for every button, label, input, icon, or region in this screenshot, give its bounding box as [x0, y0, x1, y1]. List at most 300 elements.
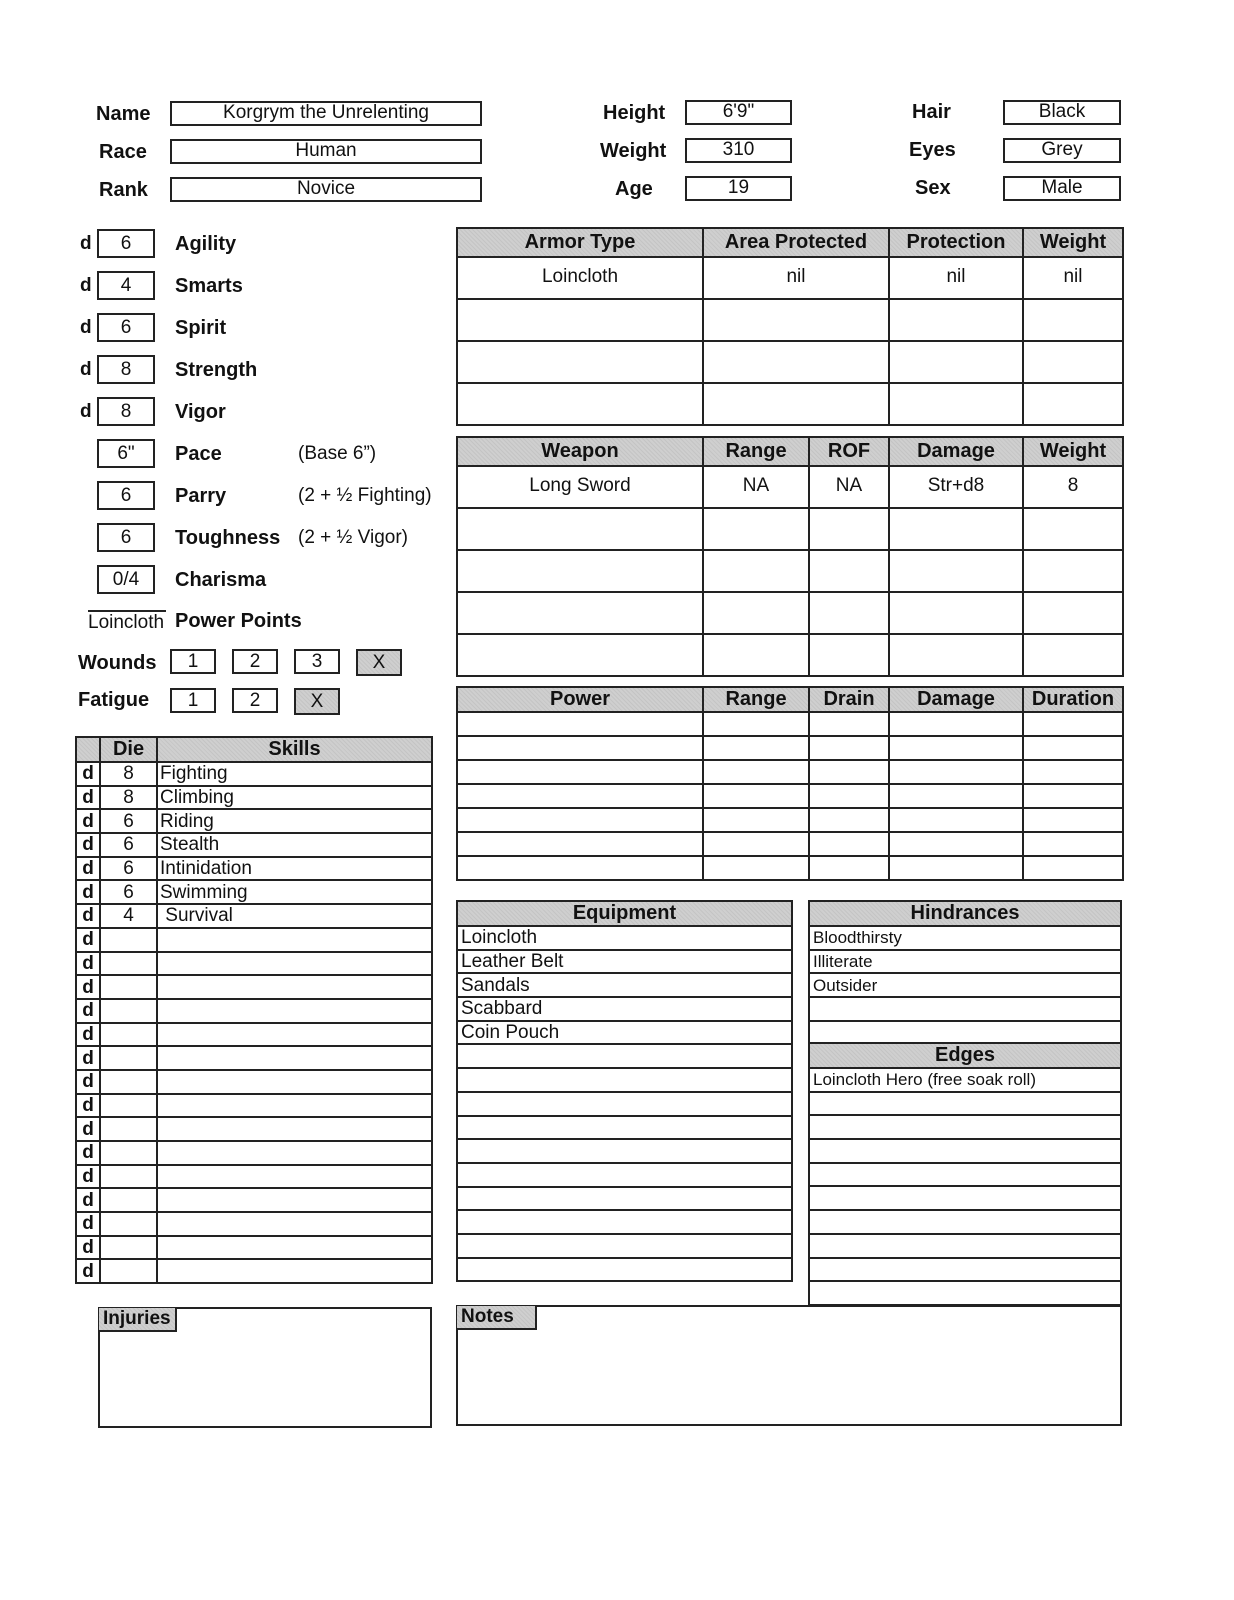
powers-cell[interactable]	[457, 808, 703, 832]
wounds-label: Wounds	[78, 652, 157, 674]
armor-cell[interactable]	[457, 299, 703, 341]
sex-field[interactable]: Male	[1003, 176, 1121, 201]
equipment-item[interactable]	[457, 1092, 792, 1116]
wounds-box[interactable]: 1	[170, 649, 216, 674]
weapons-header: Range	[703, 437, 809, 466]
skill-die[interactable]	[100, 1188, 157, 1212]
equipment-item[interactable]: Loincloth	[457, 926, 792, 950]
skill-die-prefix: d	[76, 1165, 100, 1189]
list-item	[809, 1258, 1121, 1282]
hindrances-item[interactable]	[809, 997, 1121, 1021]
powers-cell[interactable]	[703, 784, 809, 808]
skill-name[interactable]: Riding	[157, 809, 432, 833]
weapons-cell[interactable]: 8	[1023, 466, 1123, 508]
table-row	[76, 880, 432, 904]
list-item	[457, 1092, 792, 1116]
equipment-item[interactable]	[457, 1234, 792, 1258]
weapons-cell[interactable]	[809, 550, 889, 592]
list-item	[457, 1234, 792, 1258]
list-item	[457, 1116, 792, 1140]
derived-note: (Base 6”)	[298, 443, 377, 464]
attribute-label: Spirit	[175, 317, 227, 339]
powers-cell[interactable]	[809, 856, 889, 880]
table-row	[76, 833, 432, 857]
powers-cell[interactable]	[457, 832, 703, 856]
weapons-header: Damage	[889, 437, 1023, 466]
equipment-item[interactable]: Sandals	[457, 973, 792, 997]
skill-die[interactable]: 6	[100, 833, 157, 857]
powers-cell[interactable]	[457, 736, 703, 760]
hindrances-item[interactable]	[809, 1021, 1121, 1045]
skill-die[interactable]: 4	[100, 904, 157, 928]
attribute-value[interactable]: 8	[97, 397, 155, 426]
skill-die-prefix: d	[76, 1236, 100, 1260]
powers-cell[interactable]	[889, 808, 1023, 832]
powers-cell[interactable]	[1023, 832, 1123, 856]
skill-name[interactable]	[157, 1165, 432, 1189]
injuries-box[interactable]	[98, 1307, 432, 1428]
powers-cell[interactable]	[703, 760, 809, 784]
skill-die-prefix: d	[76, 1046, 100, 1070]
height-label: Height	[603, 102, 666, 124]
armor-cell[interactable]	[889, 341, 1023, 383]
hindrances-header: Hindrances	[809, 901, 1121, 926]
powers-cell[interactable]	[703, 736, 809, 760]
rank-label: Rank	[99, 179, 148, 201]
attribute-die-prefix: d	[80, 359, 92, 380]
rank-field[interactable]: Novice	[170, 177, 482, 202]
equipment-item[interactable]: Leather Belt	[457, 950, 792, 974]
sex-label: Sex	[915, 177, 951, 199]
skill-name[interactable]	[157, 1141, 432, 1165]
power-table	[456, 686, 1124, 881]
derived-value[interactable]: 6	[97, 523, 155, 552]
powers-cell[interactable]	[1023, 712, 1123, 736]
list-item	[457, 997, 792, 1021]
list-item	[809, 1021, 1121, 1045]
powers-cell[interactable]	[703, 712, 809, 736]
powers-cell[interactable]	[889, 856, 1023, 880]
skill-die[interactable]: 8	[100, 762, 157, 786]
skill-die[interactable]	[100, 1117, 157, 1141]
skill-die[interactable]	[100, 1212, 157, 1236]
skill-name[interactable]	[157, 1117, 432, 1141]
fatigue-box[interactable]: 1	[170, 688, 216, 713]
skill-name[interactable]	[157, 1236, 432, 1260]
skill-name[interactable]: Swimming	[157, 880, 432, 904]
table-row	[76, 1212, 432, 1236]
skill-die-prefix: d	[76, 809, 100, 833]
equipment-item[interactable]	[457, 1116, 792, 1140]
powers-cell[interactable]	[457, 784, 703, 808]
powers-cell[interactable]	[703, 808, 809, 832]
skill-name[interactable]	[157, 1188, 432, 1212]
edges-item[interactable]	[809, 1234, 1121, 1258]
weight-field[interactable]: 310	[685, 138, 792, 163]
skill-die[interactable]	[100, 1046, 157, 1070]
attribute-die-prefix: d	[80, 233, 92, 254]
armor-cell[interactable]	[1023, 299, 1123, 341]
powers-cell[interactable]	[457, 856, 703, 880]
armor-cell[interactable]: nil	[1023, 257, 1123, 299]
equipment-item[interactable]	[457, 1187, 792, 1211]
skill-die-prefix: d	[76, 762, 100, 786]
hindrances-table	[808, 900, 1122, 1045]
weapons-cell[interactable]	[889, 508, 1023, 550]
attribute-value[interactable]: 4	[97, 271, 155, 300]
name-field[interactable]: Korgrym the Unrelenting	[170, 101, 482, 126]
edges-item[interactable]	[809, 1163, 1121, 1187]
table-row	[76, 1046, 432, 1070]
skill-name[interactable]	[157, 975, 432, 999]
table-row	[76, 904, 432, 928]
weapons-cell[interactable]	[457, 634, 703, 676]
list-item	[809, 1281, 1121, 1305]
table-row	[457, 257, 1123, 299]
edges-item[interactable]: Loincloth Hero (free soak roll)	[809, 1068, 1121, 1092]
list-item	[809, 973, 1121, 997]
skill-die-prefix: d	[76, 928, 100, 952]
armor-cell[interactable]	[457, 341, 703, 383]
table-row	[457, 808, 1123, 832]
edges-item[interactable]	[809, 1186, 1121, 1210]
skill-die-prefix: d	[76, 1023, 100, 1047]
skill-name[interactable]	[157, 1070, 432, 1094]
table-row	[76, 1165, 432, 1189]
fatigue-box[interactable]: X	[294, 688, 340, 715]
weapons-cell[interactable]	[1023, 508, 1123, 550]
weapons-cell[interactable]	[1023, 634, 1123, 676]
weight-label: Weight	[600, 140, 667, 162]
skill-die[interactable]	[100, 1236, 157, 1260]
table-row	[76, 857, 432, 881]
list-item	[457, 1021, 792, 1045]
powers-header: Range	[703, 687, 809, 712]
derived-label: Parry	[175, 485, 227, 507]
skill-name[interactable]: Fighting	[157, 762, 432, 786]
table-row	[457, 550, 1123, 592]
attribute-value[interactable]: 6	[97, 313, 155, 342]
hindrances-item[interactable]: Outsider	[809, 973, 1121, 997]
list-item	[809, 1068, 1121, 1092]
powers-cell[interactable]	[809, 808, 889, 832]
hindrances-item[interactable]: Illiterate	[809, 950, 1121, 974]
edges-item[interactable]	[809, 1281, 1121, 1305]
weapons-cell[interactable]	[809, 592, 889, 634]
power-points-value[interactable]: Loincloth	[88, 612, 165, 633]
table-row	[457, 856, 1123, 880]
skill-name[interactable]	[157, 1094, 432, 1118]
weapon-table	[456, 436, 1124, 677]
equipment-item[interactable]	[457, 1068, 792, 1092]
list-item	[809, 1115, 1121, 1139]
equipment-item[interactable]	[457, 1139, 792, 1163]
list-item	[457, 1258, 792, 1282]
powers-cell[interactable]	[457, 760, 703, 784]
derived-note: (2 + ½ Fighting)	[298, 485, 432, 506]
skill-die-prefix: d	[76, 999, 100, 1023]
equipment-table	[456, 900, 793, 1282]
hindrances-item[interactable]: Bloodthirsty	[809, 926, 1121, 950]
list-item	[809, 1139, 1121, 1163]
weapons-cell[interactable]	[703, 550, 809, 592]
skill-name[interactable]: Stealth	[157, 833, 432, 857]
weapons-cell[interactable]	[457, 508, 703, 550]
powers-cell[interactable]	[457, 712, 703, 736]
edges-item[interactable]	[809, 1210, 1121, 1234]
list-item	[457, 1068, 792, 1092]
table-row	[76, 1141, 432, 1165]
weapons-cell[interactable]	[889, 550, 1023, 592]
edges-item[interactable]	[809, 1258, 1121, 1282]
equipment-item[interactable]	[457, 1044, 792, 1068]
table-row	[457, 736, 1123, 760]
table-row	[76, 1117, 432, 1141]
armor-cell[interactable]: nil	[889, 257, 1023, 299]
injuries-label: Injuries	[99, 1308, 177, 1332]
weapons-cell[interactable]: NA	[809, 466, 889, 508]
armor-cell[interactable]: nil	[703, 257, 889, 299]
equipment-item[interactable]	[457, 1210, 792, 1234]
skills-header: Skills	[157, 737, 432, 762]
eyes-field[interactable]: Grey	[1003, 138, 1121, 163]
powers-cell[interactable]	[1023, 760, 1123, 784]
table-row	[457, 760, 1123, 784]
notes-box[interactable]	[456, 1305, 1122, 1426]
weapons-cell[interactable]	[889, 634, 1023, 676]
derived-label: Pace	[175, 443, 222, 465]
skill-die[interactable]	[100, 1070, 157, 1094]
weapons-cell[interactable]	[1023, 550, 1123, 592]
skill-die[interactable]: 6	[100, 809, 157, 833]
skill-die-prefix: d	[76, 1141, 100, 1165]
armor-cell[interactable]	[1023, 383, 1123, 425]
skill-die[interactable]	[100, 999, 157, 1023]
powers-cell[interactable]	[809, 712, 889, 736]
table-row	[76, 999, 432, 1023]
edges-item[interactable]	[809, 1092, 1121, 1116]
skill-name[interactable]	[157, 1259, 432, 1283]
edges-item[interactable]	[809, 1139, 1121, 1163]
powers-cell[interactable]	[889, 832, 1023, 856]
powers-cell[interactable]	[1023, 784, 1123, 808]
powers-header: Power	[457, 687, 703, 712]
attribute-label: Smarts	[175, 275, 243, 297]
skill-die[interactable]: 6	[100, 880, 157, 904]
weapons-header: Weight	[1023, 437, 1123, 466]
powers-cell[interactable]	[1023, 856, 1123, 880]
weapons-cell[interactable]	[457, 550, 703, 592]
skill-die[interactable]	[100, 975, 157, 999]
attribute-label: Vigor	[175, 401, 226, 423]
wounds-box[interactable]: 2	[232, 649, 278, 674]
powers-cell[interactable]	[1023, 736, 1123, 760]
skill-die[interactable]	[100, 1165, 157, 1189]
list-item	[809, 926, 1121, 950]
weapons-cell[interactable]	[703, 508, 809, 550]
weapons-cell[interactable]: Long Sword	[457, 466, 703, 508]
derived-value[interactable]: 6	[97, 481, 155, 510]
hair-label: Hair	[912, 101, 951, 123]
skill-die-prefix: d	[76, 1070, 100, 1094]
list-item	[809, 950, 1121, 974]
age-label: Age	[615, 178, 653, 200]
table-row	[76, 762, 432, 786]
equipment-item[interactable]	[457, 1258, 792, 1282]
equipment-item[interactable]: Coin Pouch	[457, 1021, 792, 1045]
armor-cell[interactable]	[703, 341, 889, 383]
skill-die[interactable]	[100, 1141, 157, 1165]
armor-header: Protection	[889, 228, 1023, 257]
power-points-label: Power Points	[175, 610, 302, 632]
skill-name[interactable]	[157, 999, 432, 1023]
attribute-die-prefix: d	[80, 317, 92, 338]
skill-die[interactable]	[100, 1023, 157, 1047]
table-row	[457, 592, 1123, 634]
table-row	[76, 1236, 432, 1260]
powers-cell[interactable]	[809, 832, 889, 856]
wounds-box[interactable]: 3	[294, 649, 340, 674]
powers-header: Damage	[889, 687, 1023, 712]
powers-cell[interactable]	[889, 760, 1023, 784]
powers-cell[interactable]	[889, 784, 1023, 808]
notes-label: Notes	[457, 1306, 537, 1330]
list-item	[809, 997, 1121, 1021]
skill-die-prefix: d	[76, 1259, 100, 1283]
skill-die[interactable]: 8	[100, 786, 157, 810]
armor-cell[interactable]	[703, 299, 889, 341]
race-field[interactable]: Human	[170, 139, 482, 164]
weapons-header: ROF	[809, 437, 889, 466]
skill-name[interactable]	[157, 1212, 432, 1236]
table-row	[76, 928, 432, 952]
name-label: Name	[96, 103, 151, 125]
derived-value[interactable]: 6"	[97, 439, 155, 468]
list-item	[457, 1210, 792, 1234]
attribute-value[interactable]: 8	[97, 355, 155, 384]
weapons-cell[interactable]	[703, 592, 809, 634]
derived-note: (2 + ½ Vigor)	[298, 527, 409, 548]
list-item	[457, 1163, 792, 1187]
weapons-cell[interactable]	[457, 592, 703, 634]
table-row	[76, 952, 432, 976]
weapons-cell[interactable]: Str+d8	[889, 466, 1023, 508]
derived-value[interactable]: 0/4	[97, 565, 155, 594]
skill-name[interactable]	[157, 952, 432, 976]
table-row	[76, 1259, 432, 1283]
height-field[interactable]: 6'9"	[685, 100, 792, 125]
skill-name[interactable]: Intinidation	[157, 857, 432, 881]
skill-die-prefix: d	[76, 904, 100, 928]
weapons-cell[interactable]	[889, 592, 1023, 634]
armor-cell[interactable]	[1023, 341, 1123, 383]
skill-die[interactable]	[100, 1094, 157, 1118]
skill-die-prefix: d	[76, 833, 100, 857]
skill-die[interactable]: 6	[100, 857, 157, 881]
skill-name[interactable]	[157, 1023, 432, 1047]
table-row	[457, 508, 1123, 550]
attribute-die-prefix: d	[80, 401, 92, 422]
attribute-value[interactable]: 6	[97, 229, 155, 258]
list-item	[457, 1044, 792, 1068]
armor-cell[interactable]	[703, 383, 889, 425]
equipment-item[interactable]	[457, 1163, 792, 1187]
wounds-box[interactable]: X	[356, 649, 402, 676]
fatigue-box[interactable]: 2	[232, 688, 278, 713]
table-row	[457, 466, 1123, 508]
weapons-cell[interactable]	[703, 634, 809, 676]
powers-cell[interactable]	[1023, 808, 1123, 832]
list-item	[457, 973, 792, 997]
table-row	[76, 1188, 432, 1212]
skills-table	[75, 736, 433, 1284]
skill-name[interactable]: Climbing	[157, 786, 432, 810]
powers-cell[interactable]	[703, 856, 809, 880]
table-row	[76, 1023, 432, 1047]
edges-item[interactable]	[809, 1115, 1121, 1139]
armor-header: Weight	[1023, 228, 1123, 257]
skill-die-prefix: d	[76, 975, 100, 999]
table-row	[457, 634, 1123, 676]
skill-die[interactable]	[100, 928, 157, 952]
weapons-cell[interactable]	[809, 634, 889, 676]
armor-cell[interactable]: Loincloth	[457, 257, 703, 299]
age-field[interactable]: 19	[685, 176, 792, 201]
skill-die-prefix: d	[76, 1094, 100, 1118]
skill-name[interactable]: Survival	[157, 904, 432, 928]
skill-name[interactable]	[157, 928, 432, 952]
table-row	[76, 809, 432, 833]
powers-cell[interactable]	[889, 712, 1023, 736]
table-row	[76, 975, 432, 999]
skill-name[interactable]	[157, 1046, 432, 1070]
skill-die-prefix: d	[76, 1117, 100, 1141]
list-item	[809, 1210, 1121, 1234]
weapons-cell[interactable]	[809, 508, 889, 550]
table-row	[457, 341, 1123, 383]
fatigue-label: Fatigue	[78, 689, 150, 711]
list-item	[809, 1186, 1121, 1210]
list-item	[457, 1187, 792, 1211]
hair-field[interactable]: Black	[1003, 100, 1121, 125]
powers-cell[interactable]	[809, 760, 889, 784]
powers-cell[interactable]	[809, 784, 889, 808]
powers-cell[interactable]	[809, 736, 889, 760]
skills-prefix-header	[76, 737, 100, 762]
eyes-label: Eyes	[909, 139, 956, 161]
table-row	[457, 832, 1123, 856]
attribute-die-prefix: d	[80, 275, 92, 296]
armor-cell[interactable]	[889, 299, 1023, 341]
skill-die-prefix: d	[76, 1188, 100, 1212]
equipment-header: Equipment	[457, 901, 792, 926]
skill-die[interactable]	[100, 1259, 157, 1283]
weapons-cell[interactable]	[1023, 592, 1123, 634]
skill-die[interactable]	[100, 952, 157, 976]
skill-die-prefix: d	[76, 880, 100, 904]
equipment-item[interactable]: Scabbard	[457, 997, 792, 1021]
armor-cell[interactable]	[889, 383, 1023, 425]
powers-cell[interactable]	[703, 832, 809, 856]
table-row	[76, 1070, 432, 1094]
armor-cell[interactable]	[457, 383, 703, 425]
armor-header: Armor Type	[457, 228, 703, 257]
powers-cell[interactable]	[889, 736, 1023, 760]
weapons-cell[interactable]: NA	[703, 466, 809, 508]
derived-label: Toughness	[175, 527, 281, 549]
weapons-header: Weapon	[457, 437, 703, 466]
list-item	[457, 950, 792, 974]
